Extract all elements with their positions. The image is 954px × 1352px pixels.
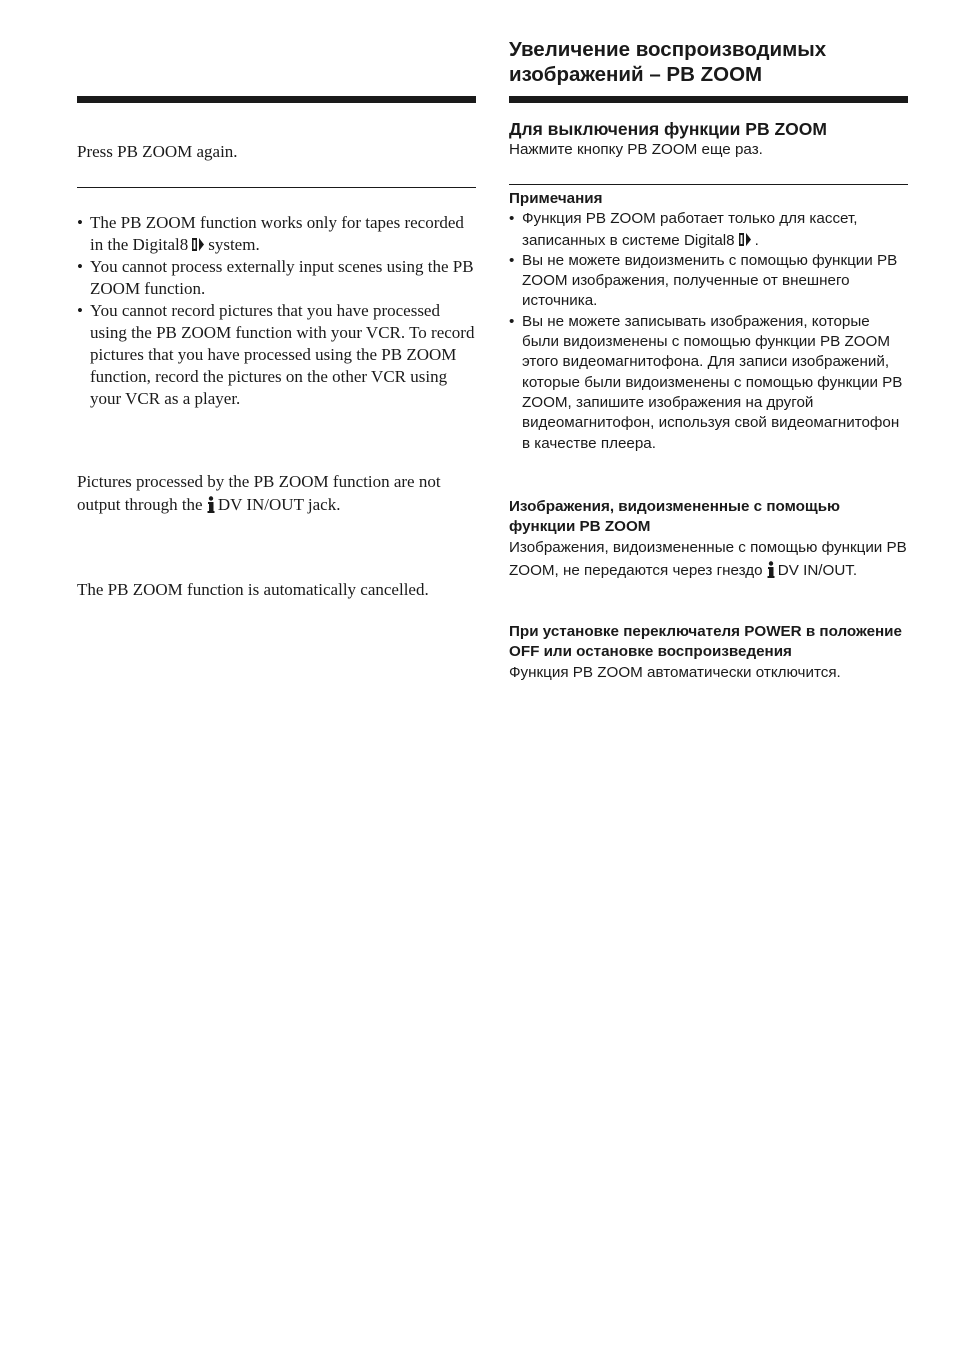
- output-text-en: Pictures processed by the PB ZOOM function are not output through the DV IN/OUT jack.: [77, 472, 441, 514]
- note-item: • Вы не можете записывать изображения, которые были видоизменены с помощью функции PB ZOOM этого видеомагнитофона. Для записи изображений, которые были видоизменены с помощью функции PB ZOOM, запишите изображения на другой видеомагнитофон, используя свой видеомагнитофон в качестве плеера.: [509, 312, 908, 454]
- turn-off-text: Press PB ZOOM again.: [77, 142, 238, 161]
- note-item: • You cannot record pictures that you have processed using the PB ZOOM function with your VCR. To record pictures that you have processed using the PB ZOOM function, record the pictures on the other VCR using your VCR as a player.: [77, 300, 476, 410]
- page-title-line1: Увеличение воспроизводимых: [509, 38, 827, 61]
- notes-list-en: [77, 212, 476, 410]
- power-off-text-en: The PB ZOOM function is automatically cancelled.: [77, 580, 429, 599]
- output-section-ru: [509, 497, 908, 581]
- power-off-section-ru: [509, 622, 908, 683]
- page-title-line2: изображений – PB ZOOM: [509, 63, 763, 86]
- note-item: • The PB ZOOM function works only for tapes recorded in the Digital8 system.: [77, 212, 476, 256]
- note-item: • Вы не можете видоизменить с помощью функции PB ZOOM изображения, полученные от внешнего источника.: [509, 251, 908, 312]
- section-rule-left: [77, 96, 476, 103]
- i-link-icon: [207, 496, 215, 513]
- turn-off-title: Для выключения функции PB ZOOM: [509, 119, 827, 139]
- output-text: Изображения, видоизмененные с помощью функции PB ZOOM, не передаются через гнездо DV IN/OUT.: [509, 538, 907, 579]
- page-title: [509, 37, 929, 87]
- section-rule-right: [509, 96, 908, 103]
- turn-off-text: Нажмите кнопку PB ZOOM еще раз.: [509, 141, 763, 158]
- note-item: • You cannot process externally input scenes using the PB ZOOM function.: [77, 256, 476, 300]
- i-link-icon: [767, 561, 775, 578]
- turn-off-text-en: [77, 141, 476, 163]
- notes-section-ru: [509, 189, 908, 454]
- digital8-logo-icon: [737, 232, 753, 247]
- divider-right: [509, 184, 908, 185]
- note-item: • Функция PB ZOOM работает только для кассет, записанных в системе Digital8 .: [509, 209, 908, 251]
- output-title: Изображения, видоизмененные с помощью функции PB ZOOM: [509, 498, 841, 536]
- turn-off-section-ru: [509, 118, 908, 160]
- divider-left: [77, 187, 476, 188]
- notes-title: Примечания: [509, 190, 603, 207]
- power-off-text: Функция PB ZOOM автоматически отключится.: [509, 663, 841, 681]
- power-off-title: При установке переключателя POWER в положение OFF или остановке воспроизведения: [509, 623, 902, 661]
- digital8-logo-icon: [190, 237, 206, 252]
